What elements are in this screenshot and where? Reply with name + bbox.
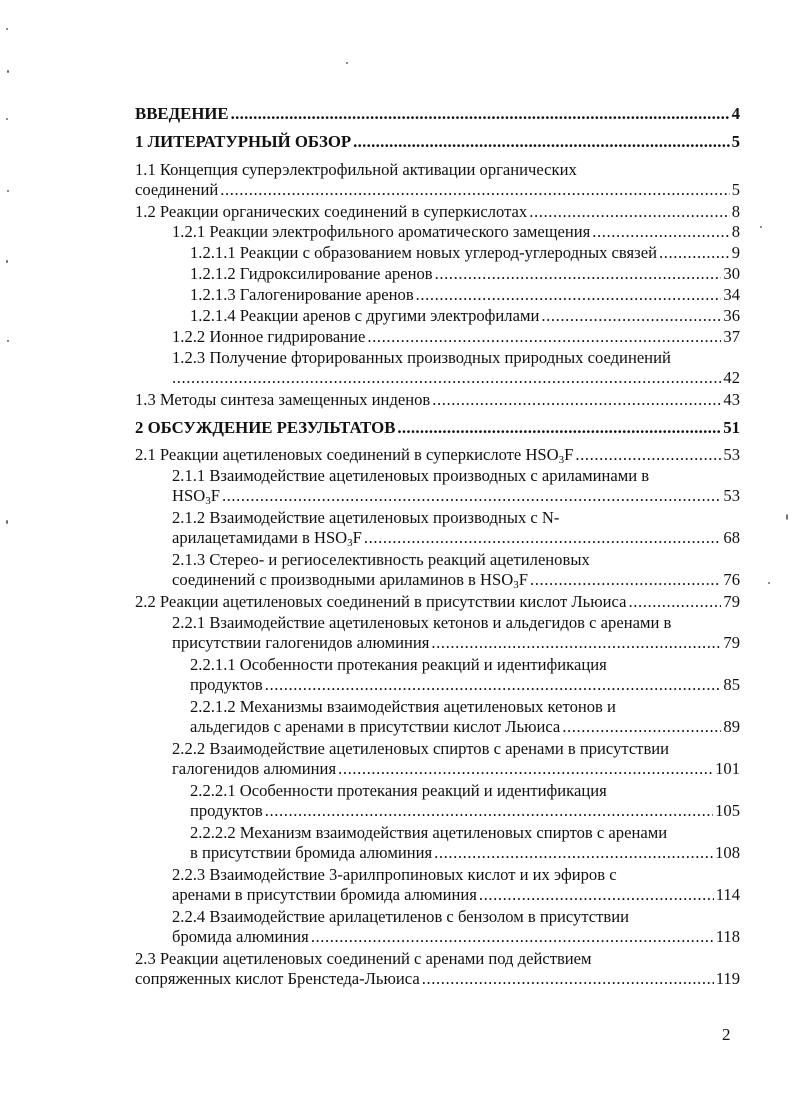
toc-page-number: 85 (723, 675, 740, 694)
toc-entry-label-line2 (172, 486, 220, 506)
dot-leader (265, 801, 713, 821)
toc-entry-label-line2: в присутствии бромида алюминия (190, 843, 433, 862)
subscript: 3 (558, 454, 565, 466)
toc-entry-1-2-1-3 (190, 285, 740, 305)
toc-page-number: 34 (723, 285, 740, 304)
toc-entry-label-line2: галогенидов алюминия (172, 759, 337, 778)
dot-leader (562, 717, 721, 737)
toc-page-number: 9 (731, 243, 740, 262)
toc-entry-label-line2: альдегидов с аренами в присутствии кислот Льюиса (190, 717, 561, 736)
toc-entry-2-2-2-2 (190, 823, 740, 863)
toc-entry-label-line1: 2.2.1.2 Механизмы взаимодействия ацетиленовых кетонов и (190, 697, 616, 716)
dot-leader (231, 104, 730, 124)
subscript: 3 (347, 537, 353, 549)
dot-leader (575, 445, 721, 465)
label-text-end: F (564, 445, 574, 464)
toc-entry-2-2-1-2 (190, 697, 740, 737)
dot-leader (435, 264, 722, 284)
dot-leader (222, 486, 721, 506)
toc-page-number: 5 (731, 132, 740, 151)
toc-entry-label: 2 ОБСУЖДЕНИЕ РЕЗУЛЬТАТОВ (135, 418, 396, 437)
toc-entry-2-1-2 (172, 508, 740, 548)
dot-leader (367, 327, 721, 347)
toc-page-number: 8 (731, 202, 740, 221)
dot-leader (338, 759, 713, 779)
dot-leader (628, 592, 721, 612)
toc-page-number: 8 (731, 222, 740, 241)
toc-entry-label: 2.2 Реакции ацетиленовых соединений в присутствии кислот Льюиса (135, 592, 627, 611)
toc-entry-label: 1.2 Реакции органических соединений в суперкислотах (135, 202, 528, 221)
toc-entry-label-line1: 2.1.1 Взаимодействие ацетиленовых производных с ариламинами в (172, 466, 650, 485)
scan-speck (6, 520, 8, 524)
toc-page-number: 43 (723, 390, 740, 409)
toc-entry-2-2 (135, 592, 740, 612)
scan-speck (768, 582, 770, 584)
label-text-end: F (210, 486, 220, 505)
dot-leader (530, 570, 721, 590)
toc-page-number: 119 (715, 969, 740, 988)
toc-page-number: 76 (723, 570, 740, 589)
subscript: 3 (513, 579, 519, 591)
toc-entry-label-line2: аренами в присутствии бромида алюминия (172, 885, 477, 904)
scan-speck (6, 118, 8, 120)
scan-speck (6, 28, 8, 30)
toc-page-number: 118 (715, 927, 740, 946)
toc-entry-label-line1: 2.2.1 Взаимодействие ацетиленовых кетонов и альдегидов с аренами в (172, 613, 672, 632)
toc-entry-1-2 (135, 202, 740, 222)
toc-entry-label: ВВЕДЕНИЕ (135, 104, 229, 123)
toc-entry-1-3 (135, 390, 740, 410)
toc-entry-2-2-3 (172, 865, 740, 905)
toc-page-number: 37 (723, 327, 740, 346)
toc-entry-1-2-3 (172, 348, 740, 388)
scan-speck (7, 190, 9, 192)
toc-entry-label: 1 ЛИТЕРАТУРНЫЙ ОБЗОР (135, 132, 352, 151)
dot-leader (311, 927, 714, 947)
dot-leader (172, 368, 721, 388)
toc-entry-label-line1: 2.2.3 Взаимодействие 3-арилпропиновых кислот и их эфиров с (172, 865, 617, 884)
toc-page-number: 101 (715, 759, 740, 778)
toc-entry-2-2-2-1 (190, 781, 740, 821)
toc-entry-2-1-1 (172, 466, 740, 506)
toc-entry-label-line2: продуктов (190, 801, 263, 820)
toc-entry-label: 1.2.1.2 Гидроксилирование аренов (190, 264, 433, 283)
label-text-end: F (352, 528, 362, 547)
toc-entry-label-line1: 1.2.3 Получение фторированных производных природных соединений (172, 348, 671, 367)
label-text: соединений с производными ариламинов в HSO (172, 570, 514, 589)
toc-entry-label-line1: 2.2.2.1 Особенности протекания реакций и идентификация (190, 781, 607, 800)
toc-entry-label-line1: 2.2.2 Взаимодействие ацетиленовых спиртов с аренами в присутствии (172, 739, 670, 758)
toc-entry-label-line2: соединений (135, 180, 219, 199)
toc-entry-1-2-2 (172, 327, 740, 347)
toc-entry-2-2-4 (172, 907, 740, 947)
dot-leader (422, 969, 714, 989)
dot-leader (434, 843, 713, 863)
toc-entry-label-line1: 2.2.4 Взаимодействие арилацетиленов с бензолом в присутствии (172, 907, 630, 926)
toc-entry-1-2-1 (172, 222, 740, 242)
scan-speck (6, 260, 8, 263)
label-text-end: F (518, 570, 528, 589)
toc-page-number: 105 (715, 801, 740, 820)
toc-entry-label-line2: бромида алюминия (172, 927, 309, 946)
toc-entry-1-1 (135, 160, 740, 200)
subscript: 3 (205, 495, 211, 507)
toc-page-number: 36 (723, 306, 740, 325)
toc-page-number: 30 (723, 264, 740, 283)
toc-page-number: 68 (723, 528, 740, 547)
dot-leader (265, 675, 722, 695)
toc-page-number: 53 (723, 486, 740, 505)
dot-leader (479, 885, 714, 905)
toc-page-number: 53 (723, 445, 740, 464)
toc-entry-chapter-2 (135, 418, 740, 438)
toc-page-number: 89 (723, 717, 740, 736)
toc-entry-label-line2 (172, 570, 528, 590)
label-text: арилацетамидами в HSO (172, 528, 348, 547)
toc-entry-chapter-1 (135, 132, 740, 152)
dot-leader (397, 418, 721, 438)
toc-entry-label: 1.2.1.1 Реакции с образованием новых углерод-углеродных связей (190, 243, 657, 262)
scan-speck (7, 70, 9, 73)
toc-page-number: 5 (731, 180, 740, 199)
toc-page-number: 114 (715, 885, 740, 904)
toc-entry-2-1-3 (172, 550, 740, 590)
toc-entry-label: 1.3 Методы синтеза замещенных инденов (135, 390, 431, 409)
toc-page-number: 79 (723, 592, 740, 611)
toc-entry-label-line2: продуктов (190, 675, 263, 694)
toc-entry-2-2-1-1 (190, 655, 740, 695)
toc-entry-label-line1: 2.2.1.1 Особенности протекания реакций и идентификация (190, 655, 607, 674)
toc-entry-introduction (135, 104, 740, 124)
toc-entry-label: 1.2.1 Реакции электрофильного ароматического замещения (172, 222, 591, 241)
dot-leader (541, 306, 721, 326)
toc-page-number: 79 (723, 633, 740, 652)
dot-leader (432, 390, 721, 410)
dot-leader (364, 528, 722, 548)
toc-entry-2-2-2 (172, 739, 740, 779)
toc-entry-2-3 (135, 949, 740, 989)
label-text: HSO (172, 486, 206, 505)
toc-entry-label: 1.2.2 Ионное гидрирование (172, 327, 366, 346)
dot-leader (431, 633, 721, 653)
toc-entry-label-line2 (172, 528, 362, 548)
toc-entry-label-line2: присутствии галогенидов алюминия (172, 633, 430, 652)
toc-entry-label-line1: 2.2.2.2 Механизм взаимодействия ацетиленовых спиртов с аренами (190, 823, 668, 842)
toc-entry-1-2-1-4 (190, 306, 740, 326)
dot-leader (416, 285, 722, 305)
toc-page-number: 108 (715, 843, 740, 862)
toc-entry-1-2-1-1 (190, 243, 740, 263)
toc-entry-label-line1: 1.1 Концепция суперэлектрофильной активации органических (135, 160, 577, 179)
toc-entry-label-line1: 2.1.2 Взаимодействие ацетиленовых производных с N- (172, 508, 560, 527)
dot-leader (592, 222, 729, 242)
toc-entry-2-2-1 (172, 613, 740, 653)
dot-leader (659, 243, 730, 263)
dot-leader (220, 180, 729, 200)
toc-page-number: 51 (723, 418, 740, 437)
toc-entry-2-1 (135, 445, 740, 465)
page-number: 2 (722, 1025, 731, 1044)
toc-entry-label-line1: 2.3 Реакции ацетиленовых соединений с аренами под действием (135, 949, 592, 968)
toc-entry-label-line1: 2.1.3 Стерео- и региоселективность реакций ацетиленовых (172, 550, 590, 569)
scan-speck (786, 514, 788, 520)
toc-entry-1-2-1-2 (190, 264, 740, 284)
toc-entry-label (135, 445, 573, 465)
toc-page-number: 4 (731, 104, 740, 123)
scan-speck (760, 226, 762, 228)
toc-entry-label-line2: сопряженных кислот Бренстеда-Льюиса (135, 969, 420, 988)
toc-entry-label: 1.2.1.4 Реакции аренов с другими электрофилами (190, 306, 540, 325)
dot-leader (529, 202, 729, 222)
label-text: 2.1 Реакции ацетиленовых соединений в суперкислоте HSO (135, 445, 559, 464)
scan-speck (7, 340, 9, 342)
scan-speck (346, 62, 348, 64)
toc-page-number: 42 (723, 368, 740, 387)
toc-entry-label: 1.2.1.3 Галогенирование аренов (190, 285, 414, 304)
dot-leader (353, 132, 729, 152)
